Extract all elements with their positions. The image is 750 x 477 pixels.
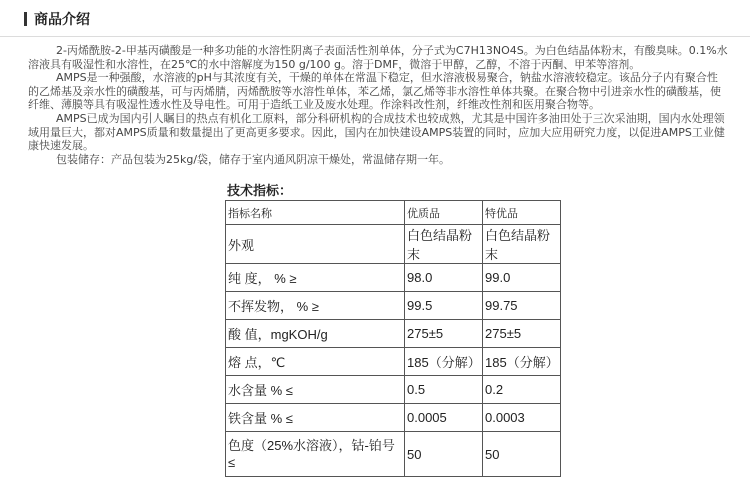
section-title: 商品介绍 (34, 12, 90, 28)
intro-paragraph: AMPS已成为国内引人瞩目的热点有机化工原料，部分科研机构的合成技术也较成熟，尤其是中国许多油田处于三次采油期，国内水处理领域用量巨大，都对AMPS质量和数量提出了更高更多要求。因此，国内在加快建设AMPS装置的同时，应加大应用研究力度，以促进AMPS工业健康快速发展。 (28, 111, 725, 153)
spec-value-cell: 0.0005 (405, 404, 483, 432)
spec-value-cell: 白色结晶粉末 (483, 225, 561, 264)
table-row (226, 432, 561, 477)
spec-value-cell: 50 (483, 432, 561, 477)
product-description (28, 44, 728, 166)
header-cell: 优质品 (405, 201, 483, 225)
spec-name-cell: 色度（25%水溶液），钴-铂号 ≤ (226, 432, 405, 477)
spec-value-cell: 98.0 (405, 264, 483, 292)
spec-value-cell: 185（分解） (405, 348, 483, 376)
spec-name-cell: 纯 度， % ≥ (226, 264, 405, 292)
table-row (226, 376, 561, 404)
section-header (0, 0, 750, 37)
spec-name-cell: 熔 点，℃ (226, 348, 405, 376)
spec-name-cell: 水含量 % ≤ (226, 376, 405, 404)
table-row (226, 320, 561, 348)
spec-value-cell: 50 (405, 432, 483, 477)
spec-value-cell: 99.5 (405, 292, 483, 320)
spec-value-cell: 99.0 (483, 264, 561, 292)
header-cell: 特优品 (483, 201, 561, 225)
header-cell: 指标名称 (226, 201, 405, 225)
spec-value-cell: 275±5 (405, 320, 483, 348)
spec-value-cell: 白色结晶粉末 (405, 225, 483, 264)
table-row (226, 225, 561, 264)
spec-value-cell: 0.2 (483, 376, 561, 404)
spec-name-cell: 不挥发物， % ≥ (226, 292, 405, 320)
spec-value-cell: 275±5 (483, 320, 561, 348)
packaging-paragraph: 包装储存：产品包装为25kg/袋，储存于室内通风阴凉干燥处，常温储存期一年。 (56, 152, 451, 166)
spec-table (225, 200, 561, 477)
table-row (226, 292, 561, 320)
spec-name-cell: 铁含量 % ≤ (226, 404, 405, 432)
spec-value-cell: 99.75 (483, 292, 561, 320)
intro-paragraph: 2-丙烯酰胺-2-甲基丙磺酸是一种多功能的水溶性阴离子表面活性剂单体，分子式为C7H13NO4S。为白色结晶体粉末，有酸臭味。0.1%水溶液具有吸湿性和水溶性，在25℃的水中溶解度为150 g/100 g。溶于DMF，微溶于甲醇，乙醇，不溶于丙酮、甲苯等溶剂。 (28, 44, 728, 71)
spec-value-cell: 0.0003 (483, 404, 561, 432)
spec-name-cell: 外观 (226, 225, 405, 264)
spec-value-cell: 0.5 (405, 376, 483, 404)
spec-name-cell: 酸 值，mgKOH/g (226, 320, 405, 348)
spec-title: 技术指标： (227, 184, 293, 199)
table-header-row (226, 201, 561, 225)
section-marker (24, 12, 27, 26)
table-row (226, 264, 561, 292)
table-row (226, 404, 561, 432)
spec-value-cell: 185（分解） (483, 348, 561, 376)
intro-paragraph: AMPS是一种强酸，水溶液的pH与其浓度有关，干燥的单体在常温下稳定，但水溶液极易聚合，钠盐水溶液较稳定。该品分子内有聚合性的乙烯基及亲水性的磺酸基，可与丙烯腈，丙烯酰胺等水溶性单体，苯乙烯，氯乙烯等非水溶性单体共聚。在聚合物中引进亲水性的磺酸基，使纤维、薄膜等具有吸湿性透水性及导电性。可用于造纸工业及废水处理。作涂料改性剂，纤维改性剂和医用聚合物等。 (28, 71, 721, 112)
table-row (226, 348, 561, 376)
